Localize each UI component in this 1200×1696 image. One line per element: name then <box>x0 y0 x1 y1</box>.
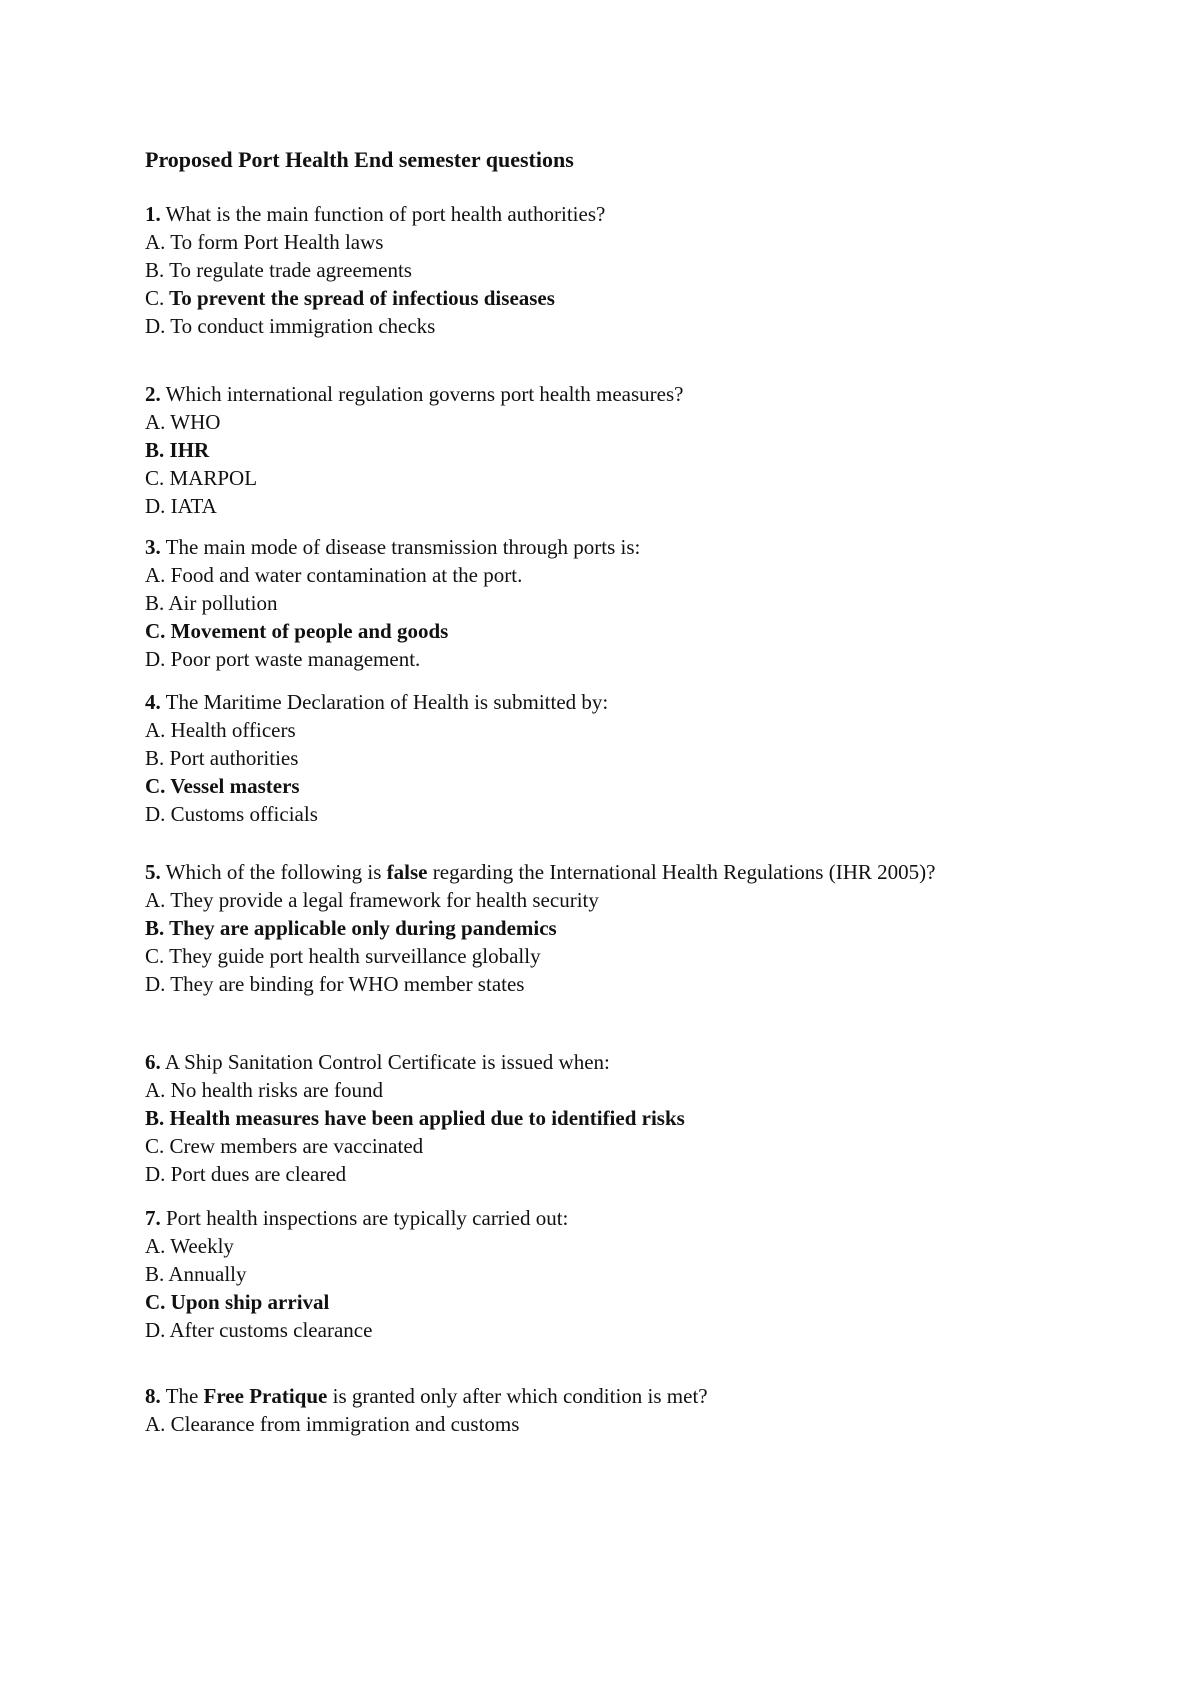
question-stem: Which of the following is <box>160 860 387 884</box>
option-letter: A. <box>145 563 166 587</box>
option-letter: A. <box>145 888 166 912</box>
option-letter: A. <box>145 1234 166 1258</box>
option-correct <box>145 914 1025 942</box>
option-letter: C. <box>145 774 166 798</box>
option-text: They are applicable only during pandemics <box>164 916 557 940</box>
option-text: Weekly <box>165 1234 234 1258</box>
question-block <box>145 1048 1025 1188</box>
option <box>145 408 1025 436</box>
option-text: IHR <box>164 438 210 462</box>
option-text: Clearance from immigration and customs <box>165 1412 520 1436</box>
question-number: 3. <box>145 535 161 559</box>
question-stem: The Maritime Declaration of Health is submitted by: <box>160 690 609 714</box>
option-text: To conduct immigration checks <box>165 314 436 338</box>
option <box>145 1410 1025 1438</box>
option-text: Movement of people and goods <box>165 619 449 643</box>
option-text: Port dues are cleared <box>165 1162 347 1186</box>
question-stem: The <box>160 1384 204 1408</box>
question-text <box>145 1204 1025 1232</box>
question-block <box>145 1204 1025 1344</box>
option <box>145 1076 1025 1104</box>
option-correct <box>145 284 1025 312</box>
option <box>145 256 1025 284</box>
option-text: Health officers <box>165 718 296 742</box>
question-text <box>145 380 1025 408</box>
option-letter: D. <box>145 1318 166 1342</box>
question-number: 8. <box>145 1384 161 1408</box>
question-stem-continued: regarding the International Health Regulations (IHR 2005)? <box>427 860 936 884</box>
option-letter: B. <box>145 1106 165 1130</box>
document-title: Proposed Port Health End semester questions <box>145 147 574 172</box>
question-block <box>145 200 1025 340</box>
option-text: They guide port health surveillance globally <box>164 944 541 968</box>
question-block <box>145 533 1025 673</box>
option-correct <box>145 772 1025 800</box>
option-text: Upon ship arrival <box>165 1290 330 1314</box>
option-text: No health risks are found <box>165 1078 383 1102</box>
option <box>145 970 1025 998</box>
option-correct <box>145 1288 1025 1316</box>
option-text: MARPOL <box>164 466 258 490</box>
question-stem: Port health inspections are typically carried out: <box>160 1206 569 1230</box>
question-emphasis: false <box>386 860 428 884</box>
question-number: 7. <box>145 1206 161 1230</box>
option-text: IATA <box>165 494 217 518</box>
option-correct <box>145 436 1025 464</box>
option <box>145 942 1025 970</box>
option-letter: C. <box>145 1134 165 1158</box>
option-text: Annually <box>164 1262 247 1286</box>
question-stem: The main mode of disease transmission through ports is: <box>160 535 641 559</box>
option-letter: D. <box>145 972 166 996</box>
question-stem: Which international regulation governs port health measures? <box>160 382 684 406</box>
question-text <box>145 1048 1025 1076</box>
option-text: Customs officials <box>165 802 318 826</box>
option-letter: D. <box>145 647 166 671</box>
option-letter: B. <box>145 438 165 462</box>
question-number: 6. <box>145 1050 161 1074</box>
question-number: 5. <box>145 860 161 884</box>
question-number: 1. <box>145 202 161 226</box>
option <box>145 464 1025 492</box>
option <box>145 1132 1025 1160</box>
option <box>145 886 1025 914</box>
option-text: WHO <box>165 410 221 434</box>
option <box>145 589 1025 617</box>
option-text: Crew members are vaccinated <box>164 1134 424 1158</box>
option <box>145 645 1025 673</box>
option-letter: C. <box>145 619 166 643</box>
option-letter: D. <box>145 314 166 338</box>
option-text: Food and water contamination at the port. <box>165 563 523 587</box>
option-text: They provide a legal framework for health security <box>165 888 599 912</box>
question-stem-continued: is granted only after which condition is met? <box>327 1384 708 1408</box>
option-letter: B. <box>145 916 165 940</box>
option-correct <box>145 617 1025 645</box>
question-emphasis: Free Pratique <box>203 1384 328 1408</box>
option-text: Port authorities <box>164 746 299 770</box>
option-text: Poor port waste management. <box>165 647 421 671</box>
option <box>145 800 1025 828</box>
option-correct <box>145 1104 1025 1132</box>
option <box>145 228 1025 256</box>
option-letter: C. <box>145 466 165 490</box>
option <box>145 561 1025 589</box>
question-stem: What is the main function of port health authorities? <box>160 202 606 226</box>
option-text: They are binding for WHO member states <box>165 972 525 996</box>
option-letter: B. <box>145 258 165 282</box>
question-number: 2. <box>145 382 161 406</box>
question-text <box>145 688 1025 716</box>
question-block <box>145 858 1025 998</box>
option <box>145 1160 1025 1188</box>
option-letter: B. <box>145 746 165 770</box>
option-letter: C. <box>145 286 165 310</box>
question-text <box>145 200 1025 228</box>
option <box>145 312 1025 340</box>
option <box>145 1260 1025 1288</box>
option-letter: A. <box>145 1078 166 1102</box>
option-letter: C. <box>145 944 165 968</box>
question-text <box>145 858 1025 886</box>
option-text: To regulate trade agreements <box>164 258 412 282</box>
option-letter: A. <box>145 1412 166 1436</box>
question-stem: A Ship Sanitation Control Certificate is issued when: <box>160 1050 610 1074</box>
option-letter: A. <box>145 718 166 742</box>
question-text <box>145 1382 1025 1410</box>
option-letter: D. <box>145 1162 166 1186</box>
option-letter: B. <box>145 591 165 615</box>
question-block <box>145 1382 1025 1438</box>
question-block <box>145 380 1025 520</box>
option <box>145 744 1025 772</box>
option-text: To prevent the spread of infectious diseases <box>164 286 555 310</box>
option-letter: C. <box>145 1290 166 1314</box>
option <box>145 492 1025 520</box>
option-text: Health measures have been applied due to identified risks <box>164 1106 685 1130</box>
option-text: To form Port Health laws <box>165 230 384 254</box>
option <box>145 1232 1025 1260</box>
question-number: 4. <box>145 690 161 714</box>
question-block <box>145 688 1025 828</box>
option-text: After customs clearance <box>165 1318 373 1342</box>
option-text: Air pollution <box>164 591 278 615</box>
option-letter: D. <box>145 494 166 518</box>
option-text: Vessel masters <box>165 774 300 798</box>
option-letter: A. <box>145 410 166 434</box>
option-letter: D. <box>145 802 166 826</box>
option-letter: B. <box>145 1262 165 1286</box>
question-text <box>145 533 1025 561</box>
option <box>145 1316 1025 1344</box>
option <box>145 716 1025 744</box>
option-letter: A. <box>145 230 166 254</box>
